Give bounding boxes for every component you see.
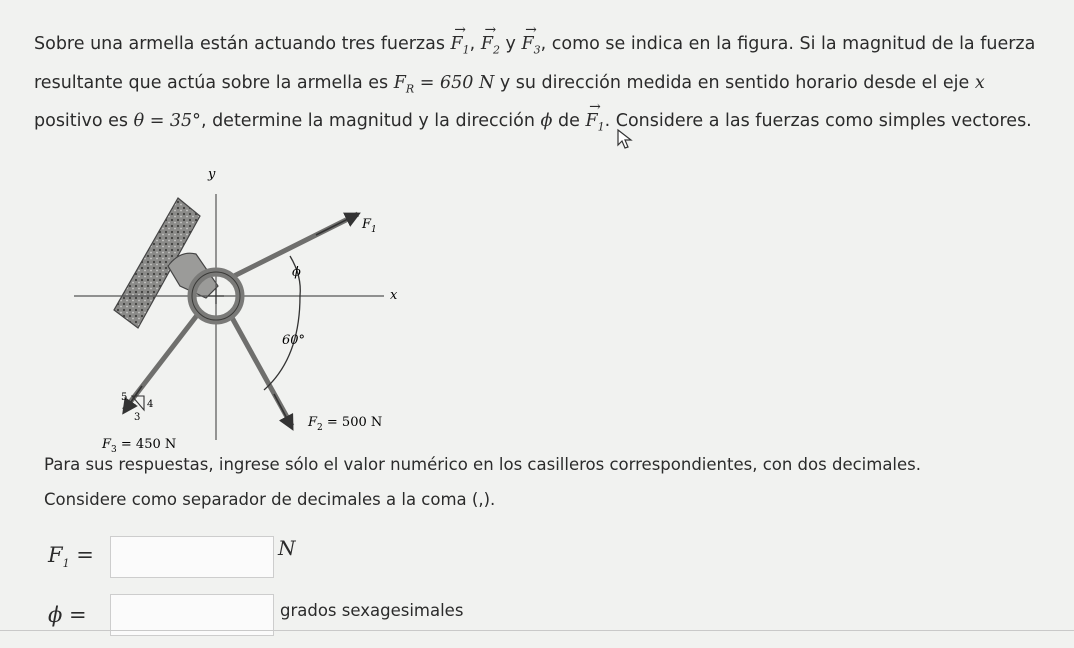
answer-row-f1 (48, 536, 296, 578)
f1-unit: N (278, 536, 296, 560)
x-axis-label: x (390, 288, 398, 303)
phi-answer-label: ϕ = (48, 603, 87, 627)
phi-unit: grados sexagesimales (280, 600, 464, 620)
vector-f2: → $F_2$ (481, 28, 500, 67)
triangle-3: 3 (134, 412, 141, 423)
resultant-symbol: $F_R = 650$ N (393, 72, 495, 95)
mouse-cursor-icon (616, 128, 634, 150)
instruction-line-2: Considere como separador de decimales a la coma (,). (44, 490, 496, 509)
x-variable: x (974, 72, 985, 93)
problem-text: Sobre una armella están actuando tres fuerzas (34, 34, 451, 54)
phi-label: ϕ (292, 265, 301, 280)
f3-label: $F_3 = 450$ N (102, 437, 177, 455)
vector-f1: → $F_1$ (451, 28, 470, 67)
phi-symbol: ϕ (540, 111, 553, 131)
force-diagram (68, 158, 408, 458)
problem-statement: Sobre una armella están actuando tres fuerzas → $F_1$, → $F_2$ $y \to F_3$, como se indica en la figura. Si la magnitud de la fuerza resultante que actúa sobre la armella es $F_R = 650$ N y su dirección medida en sentido horario desde el eje x positivo es θ = 35°, determine la magnitud y la dirección ϕ de → $F_1$. Considere a las fuerzas como simples vectores. (34, 28, 1044, 144)
triangle-5: 5 (121, 392, 128, 403)
f1-answer-label: $F_1$ = (48, 543, 94, 571)
divider (0, 630, 1074, 631)
triangle-4: 4 (147, 399, 154, 410)
vector-f3: → $F_3$ (521, 28, 540, 67)
theta-value: θ = 35° (133, 111, 201, 131)
f1-input[interactable] (110, 536, 274, 578)
f2-label: $F_2 = 500$ N (308, 415, 383, 433)
y-axis-label: y (208, 167, 216, 182)
instruction-line-1: Para sus respuestas, ingrese sólo el valor numérico en los casilleros correspondientes, con dos decimales. (44, 455, 922, 474)
f1-label: $F_1$ (362, 217, 377, 235)
eyebolt-figure (68, 158, 408, 458)
vector-f1-second: → $F_1$ (585, 105, 604, 144)
slope-triangle (132, 396, 144, 410)
sixty-label: 60° (282, 333, 306, 348)
